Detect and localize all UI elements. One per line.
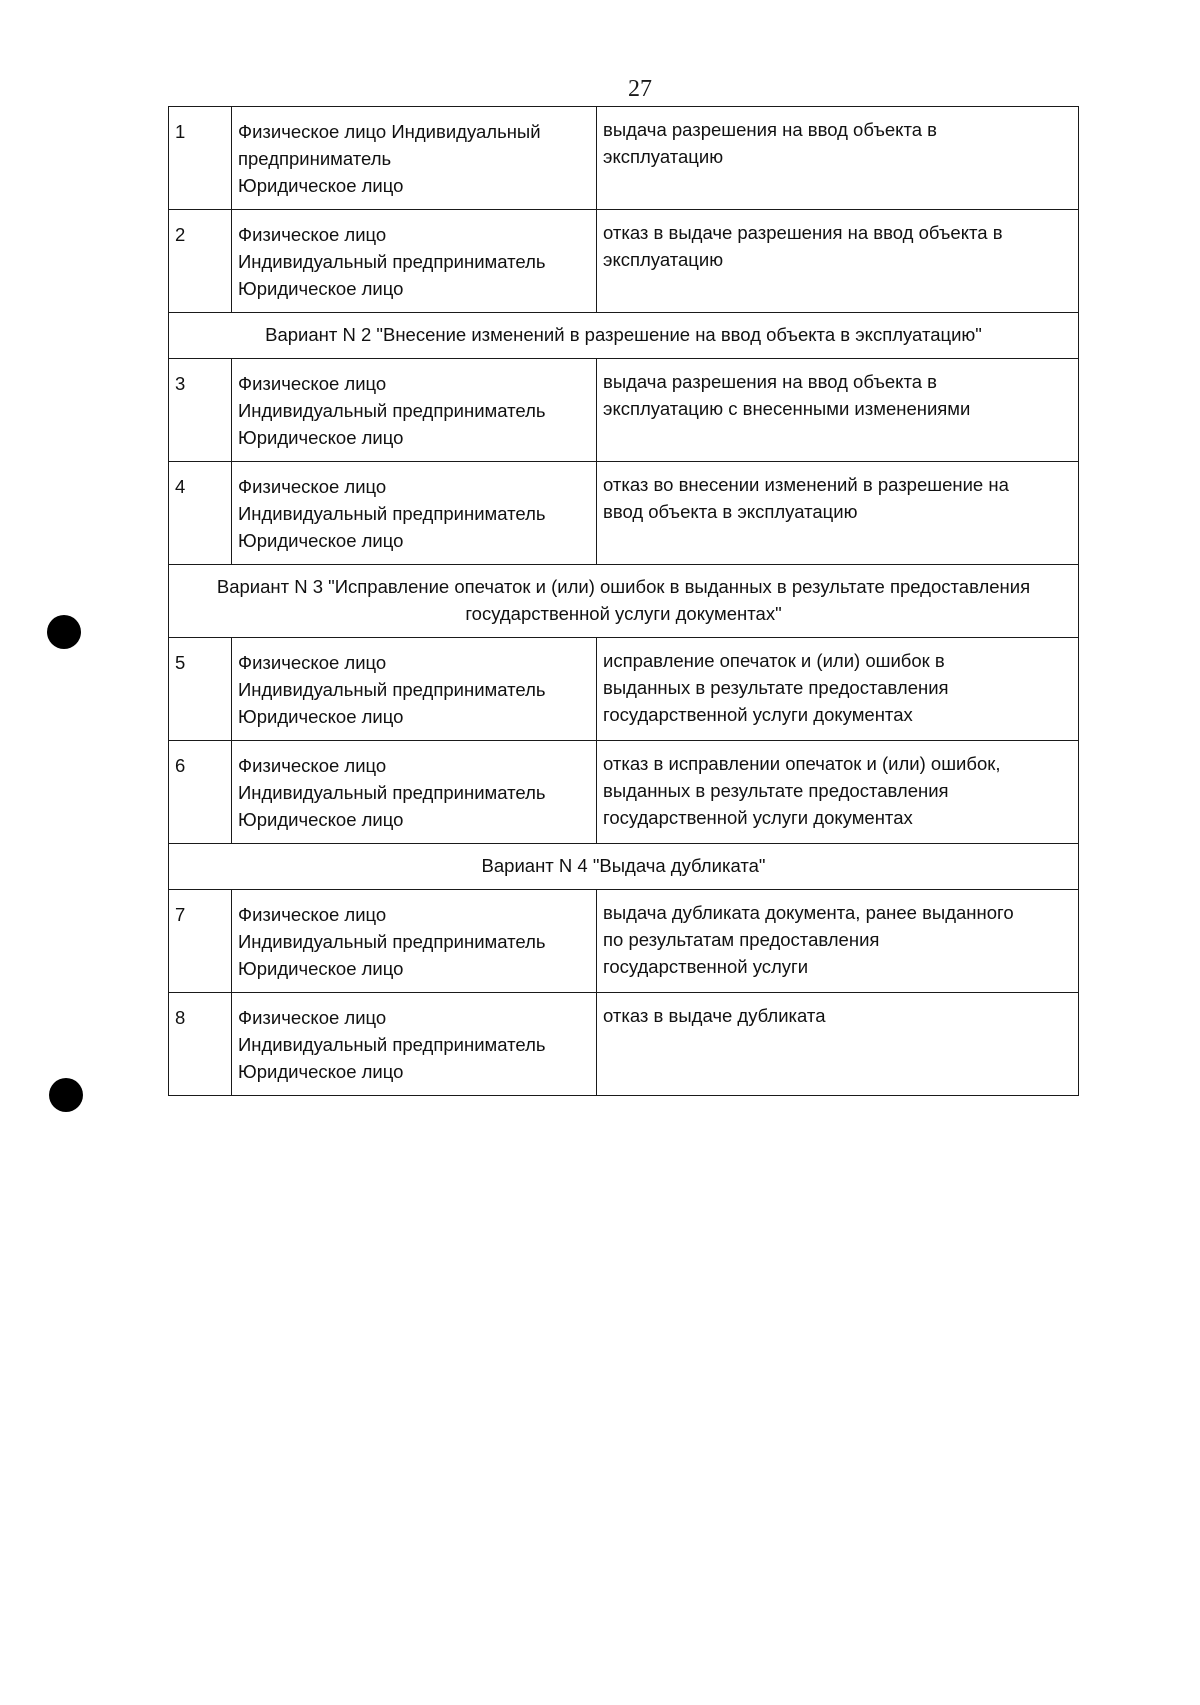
applicant-line: Физическое лицо — [238, 1007, 387, 1028]
variant-title-line: государственной услуги документах" — [465, 603, 782, 624]
row-number: 5 — [169, 638, 232, 741]
applicant-line: Физическое лицо Индивидуальный — [238, 121, 541, 142]
applicant-line: Юридическое лицо — [238, 958, 404, 979]
applicant-line: Физическое лицо — [238, 904, 387, 925]
row-number: 7 — [169, 890, 232, 993]
result-line: отказ в исправлении опечаток и (или) ошибок, — [603, 753, 1001, 774]
row-number: 3 — [169, 359, 232, 462]
applicant-line: Юридическое лицо — [238, 278, 404, 299]
variant-title-line: Вариант N 3 "Исправление опечаток и (или) ошибок в выданных в результате предоставления — [216, 576, 1031, 597]
variant-header-row — [169, 565, 1079, 638]
applicant-line: Юридическое лицо — [238, 427, 404, 448]
punch-hole-lower — [49, 1078, 83, 1112]
applicant-cell — [232, 210, 597, 313]
result-line: по результатам предоставления — [603, 929, 880, 950]
applicant-line: Физическое лицо — [238, 224, 387, 245]
result-line: отказ в выдаче дубликата — [603, 1005, 826, 1026]
table-row — [169, 210, 1079, 313]
results-table — [168, 106, 1079, 1096]
applicant-cell — [232, 638, 597, 741]
result-line: отказ в выдаче разрешения на ввод объекта в — [603, 222, 1003, 243]
result-line: выданных в результате предоставления — [603, 677, 949, 698]
applicant-cell — [232, 462, 597, 565]
applicant-line: Физическое лицо — [238, 652, 387, 673]
applicant-cell — [232, 890, 597, 993]
result-line: государственной услуги документах — [603, 807, 913, 828]
applicant-line: Индивидуальный предприниматель — [238, 400, 546, 421]
applicant-line: Индивидуальный предприниматель — [238, 503, 546, 524]
result-cell — [597, 993, 1079, 1096]
result-line: выдача дубликата документа, ранее выданного — [603, 902, 1014, 923]
result-cell — [597, 210, 1079, 313]
applicant-line: Юридическое лицо — [238, 1061, 404, 1082]
applicant-line: Индивидуальный предприниматель — [238, 782, 546, 803]
applicant-line: Юридическое лицо — [238, 706, 404, 727]
applicant-cell — [232, 741, 597, 844]
applicant-line: Индивидуальный предприниматель — [238, 251, 546, 272]
row-number: 4 — [169, 462, 232, 565]
row-number: 2 — [169, 210, 232, 313]
table-row — [169, 107, 1079, 210]
result-cell — [597, 890, 1079, 993]
result-cell — [597, 107, 1079, 210]
result-cell — [597, 638, 1079, 741]
table-row — [169, 638, 1079, 741]
variant-title-line: Вариант N 4 "Выдача дубликата" — [481, 855, 766, 876]
table-row — [169, 890, 1079, 993]
variant-title-line: Вариант N 2 "Внесение изменений в разрешение на ввод объекта в эксплуатацию" — [265, 324, 982, 345]
applicant-line: Индивидуальный предприниматель — [238, 931, 546, 952]
results-table-body — [169, 107, 1079, 1096]
result-line: выдача разрешения на ввод объекта в — [603, 371, 937, 392]
result-line: эксплуатацию — [603, 146, 724, 167]
applicant-line: Юридическое лицо — [238, 530, 404, 551]
result-cell — [597, 359, 1079, 462]
table-row — [169, 741, 1079, 844]
variant-title — [169, 844, 1079, 890]
variant-title — [169, 313, 1079, 359]
result-line: выданных в результате предоставления — [603, 780, 949, 801]
variant-header-row — [169, 313, 1079, 359]
table-row — [169, 359, 1079, 462]
applicant-line: Индивидуальный предприниматель — [238, 1034, 546, 1055]
result-line: отказ во внесении изменений в разрешение на — [603, 474, 1009, 495]
applicant-line: предприниматель — [238, 148, 392, 169]
row-number: 6 — [169, 741, 232, 844]
applicant-cell — [232, 359, 597, 462]
applicant-line: Физическое лицо — [238, 476, 387, 497]
variant-header-row — [169, 844, 1079, 890]
page-number: 27 — [628, 76, 652, 102]
row-number: 1 — [169, 107, 232, 210]
result-line: государственной услуги — [603, 956, 809, 977]
punch-hole-upper — [47, 615, 81, 649]
applicant-line: Физическое лицо — [238, 755, 387, 776]
result-line: эксплуатацию — [603, 249, 724, 270]
applicant-line: Юридическое лицо — [238, 809, 404, 830]
applicant-line: Индивидуальный предприниматель — [238, 679, 546, 700]
table-row — [169, 462, 1079, 565]
result-line: государственной услуги документах — [603, 704, 913, 725]
applicant-cell — [232, 107, 597, 210]
result-cell — [597, 462, 1079, 565]
result-line: эксплуатацию с внесенными изменениями — [603, 398, 971, 419]
applicant-line: Физическое лицо — [238, 373, 387, 394]
result-cell — [597, 741, 1079, 844]
applicant-cell — [232, 993, 597, 1096]
applicant-line: Юридическое лицо — [238, 175, 404, 196]
table-row — [169, 993, 1079, 1096]
result-line: выдача разрешения на ввод объекта в — [603, 119, 937, 140]
result-line: ввод объекта в эксплуатацию — [603, 501, 858, 522]
result-line: исправление опечаток и (или) ошибок в — [603, 650, 945, 671]
row-number: 8 — [169, 993, 232, 1096]
variant-title — [169, 565, 1079, 638]
